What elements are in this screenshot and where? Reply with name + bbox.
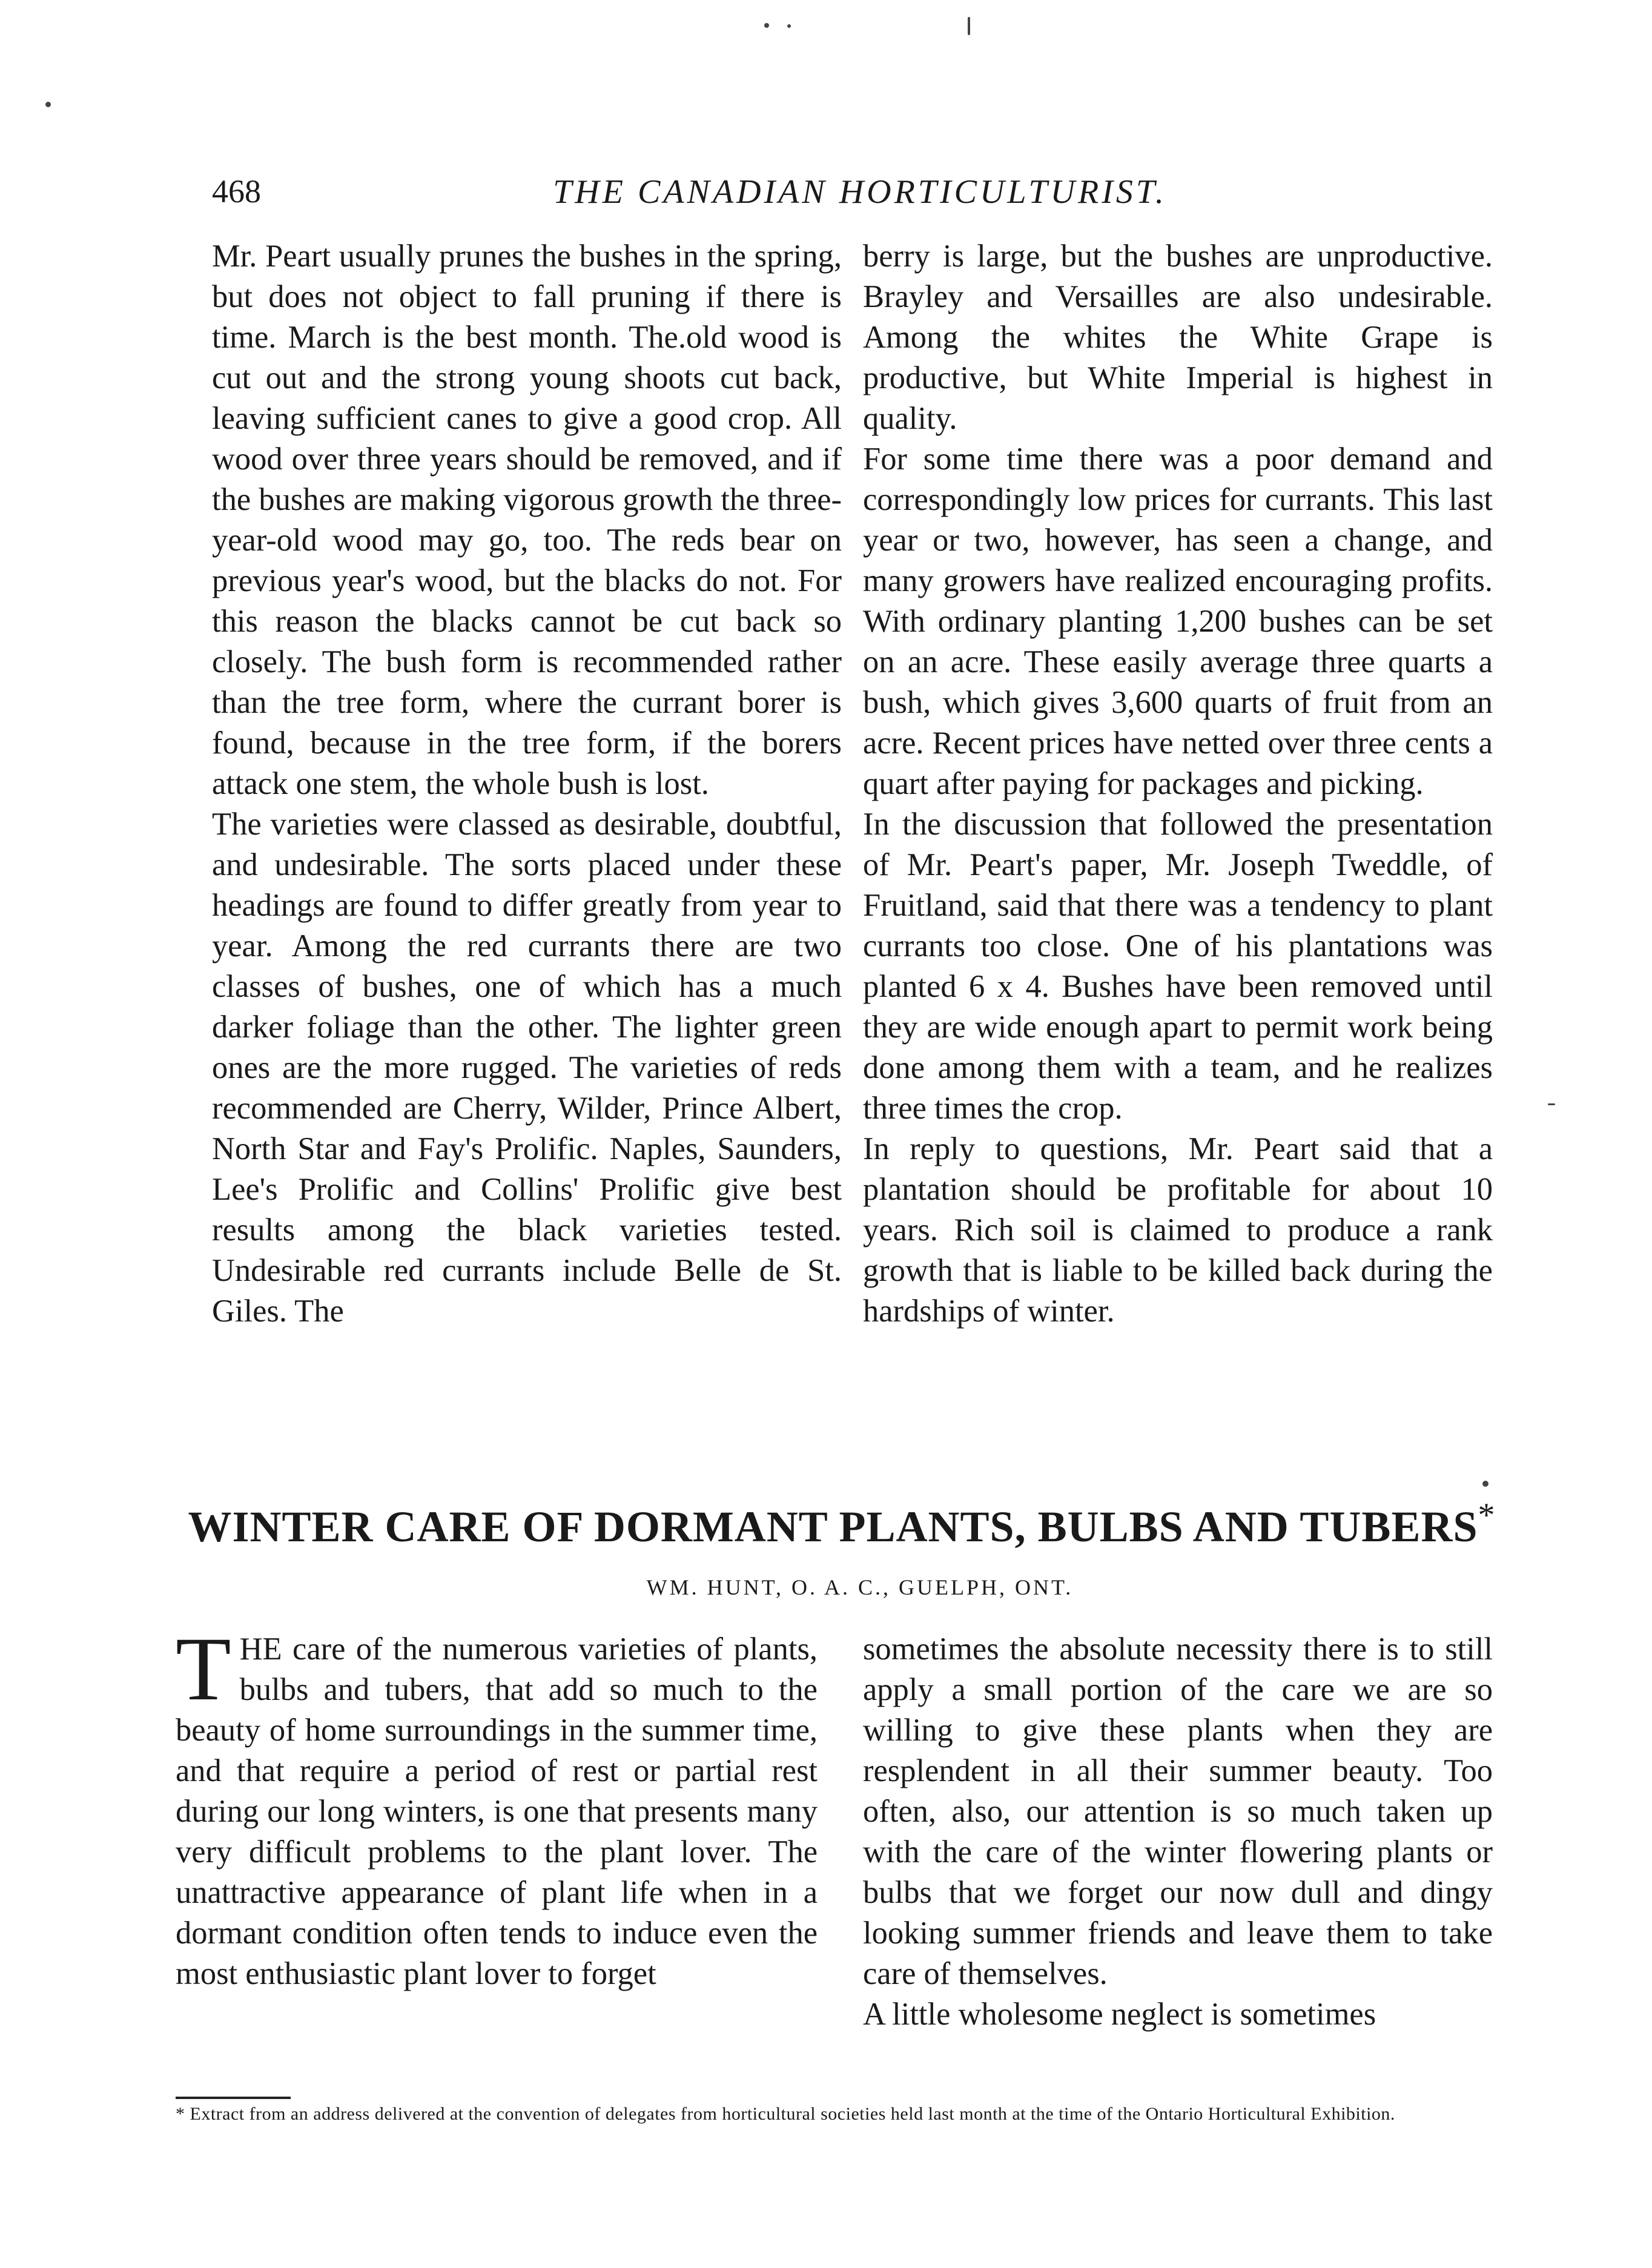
article-title	[176, 1496, 1508, 1552]
drop-cap: T	[176, 1619, 231, 1719]
footnote-marker: *	[1478, 1496, 1496, 1534]
article-title-text: WINTER CARE OF DORMANT PLANTS, BULBS AND TUBERS	[188, 1503, 1478, 1551]
column-bottom-right	[863, 1629, 1493, 2035]
column-top-right	[863, 236, 1493, 1332]
paragraph: In reply to questions, Mr. Peart said that a plantation should be profitable for about 10 years. Rich soil is claimed to produce a rank growth that is liable to be killed back during the hardships of winter.	[863, 1131, 1493, 1329]
paragraph-text: HE care of the numerous varieties of plants, bulbs and tubers, that add so much to the beauty of home surroundings in the summer time, and that require a period of rest or partial rest during our long winters, is one that presents many very difficult problems to the plant lover. The unattractive appearance of plant life when in a dormant condition often tends to induce even the most enthusiastic plant lover to forget	[176, 1632, 818, 1991]
paragraph: sometimes the absolute necessity there is to still apply a small portion of the care we are so willing to give these plants when they are resplendent in all their summer beauty. Too often, also, our attention is so much taken up with the care of the winter flowering plants or bulbs that we forget our now dull and dingy looking summer friends and leave them to take care of themselves.	[863, 1632, 1493, 1991]
column-bottom-left	[176, 1619, 818, 1994]
article-byline: WM. HUNT, O. A. C., GUELPH, ONT.	[646, 1575, 1074, 1599]
paragraph: The varieties were classed as desirable, doubtful, and undesirable. The sorts placed under these headings are found to differ greatly from year to year. Among the red currants there are two classes of bushes, one of which has a much darker foliage than the other. The lighter green ones are the more rugged. The varieties of reds recommended are Cherry, Wilder, Prince Albert, North Star and Fay's Prolific. Naples, Saunders, Lee's Prolific and Collins' Prolific give best results among the black varieties tested. Undesirable red currants include Belle de St. Giles. The	[212, 807, 842, 1329]
paragraph: Mr. Peart usually prunes the bushes in the spring, but does not object to fall pruning if there is time. March is the best month. The.old wood is cut out and the strong young shoots cut back, leaving sufficient canes to give a good crop. All wood over three years should be removed, and if the bushes are making vigorous growth the three-year-old wood may go, too. The reds bear on previous year's wood, but the blacks do not. For this reason the blacks cannot be cut back so closely. The bush form is recommended rather than the tree form, where the currant borer is found, because in the tree form, if the borers attack one stem, the whole bush is lost.	[212, 239, 842, 801]
column-top-left	[212, 236, 842, 1332]
paragraph: In the discussion that followed the presentation of Mr. Peart's paper, Mr. Joseph Tweddle, of Fruitland, said that there was a tendency to plant currants too close. One of his plantations was planted 6 x 4. Bushes have been removed until they are wide enough apart to permit work being done among them with a team, and he realizes three times the crop.	[863, 807, 1493, 1126]
footnote-rule	[176, 2097, 291, 2099]
journal-title: THE CANADIAN HORTICULTURIST.	[553, 173, 1167, 211]
paragraph	[176, 1619, 818, 1994]
paragraph: A little wholesome neglect is sometimes	[863, 1997, 1376, 2032]
paragraph: berry is large, but the bushes are unproductive. Brayley and Versailles are also undesirable. Among the whites the White Grape is productive, but White Imperial is highest in quality.	[863, 239, 1493, 436]
footnote: * Extract from an address delivered at the convention of delegates from horticultural societies held last month at the time of the Ontario Horticultural Exhibition.	[176, 2104, 1395, 2124]
paragraph: For some time there was a poor demand and correspondingly low prices for currants. This last year or two, however, has seen a change, and many growers have realized encouraging profits. With ordinary planting 1,200 bushes can be set on an acre. These easily average three quarts a bush, which gives 3,600 quarts of fruit from an acre. Recent prices have netted over three cents a quart after paying for packages and picking.	[863, 441, 1493, 801]
page-header	[212, 173, 1508, 221]
page-number: 468	[212, 173, 261, 210]
